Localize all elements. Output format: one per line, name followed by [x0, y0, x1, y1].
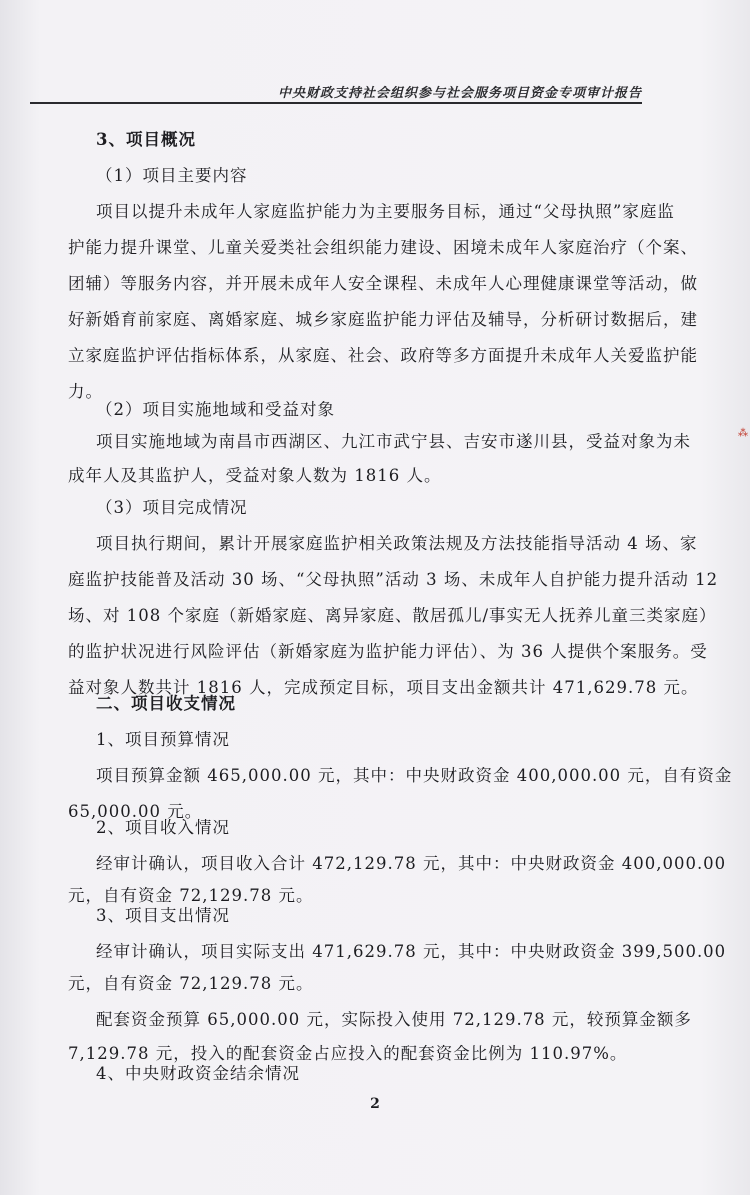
- paragraph-line: 经审计确认，项目实际支出 471,629.78 元，其中：中央财政资金 399,500.00: [96, 942, 727, 961]
- paragraph-line: 项目执行期间，累计开展家庭监护相关政策法规及方法技能指导活动 4 场、家: [96, 534, 698, 553]
- budget-heading: 1、项目预算情况: [96, 730, 230, 749]
- paragraph-line: 项目以提升未成年人家庭监护能力为主要服务目标，通过“父母执照”家庭监: [96, 202, 675, 221]
- income-expense-heading: 二、项目收支情况: [96, 694, 236, 713]
- header-rule: [30, 102, 642, 104]
- paragraph-line: 护能力提升课堂、儿童关爱类社会组织能力建设、困境未成年人家庭治疗（个案、: [68, 238, 698, 257]
- paragraph-line: 立家庭监护评估指标体系，从家庭、社会、政府等多方面提升未成年人关爱监护能: [68, 346, 698, 365]
- paragraph-line: 经审计确认，项目收入合计 472,129.78 元，其中：中央财政资金 400,000.00: [96, 854, 727, 873]
- paragraph-line: 7,129.78 元，投入的配套资金占应投入的配套资金比例为 110.97%。: [68, 1044, 628, 1063]
- paragraph-line: 元，自有资金 72,129.78 元。: [68, 974, 314, 993]
- main-content-heading: （1）项目主要内容: [96, 166, 248, 185]
- ink-mark: ⁂: [738, 428, 748, 439]
- paragraph-line: 65,000.00 元。: [68, 802, 203, 821]
- paragraph-line: 项目预算金额 465,000.00 元，其中：中央财政资金 400,000.00 元，自有资金: [96, 766, 733, 785]
- paragraph-line: 场、对 108 个家庭（新婚家庭、离异家庭、散居孤儿/事实无人抚养儿童三类家庭）: [68, 606, 717, 625]
- income-heading: 2、项目收入情况: [96, 818, 230, 837]
- balance-heading: 4、中央财政资金结余情况: [96, 1064, 300, 1083]
- area-heading: （2）项目实施地域和受益对象: [96, 400, 335, 419]
- paragraph-line: 好新婚育前家庭、离婚家庭、城乡家庭监护能力评估及辅导，分析研讨数据后，建: [68, 310, 698, 329]
- paragraph-line: 的监护状况进行风险评估（新婚家庭为监护能力评估）、为 36 人提供个案服务。受: [68, 642, 708, 661]
- paragraph-line: 配套资金预算 65,000.00 元，实际投入使用 72,129.78 元，较预算金额多: [96, 1010, 692, 1029]
- paragraph-line: 项目实施地域为南昌市西湖区、九江市武宁县、吉安市遂川县，受益对象为未: [96, 432, 691, 451]
- paragraph-line: 成年人及其监护人，受益对象人数为 1816 人。: [68, 466, 442, 485]
- paragraph-line: 益对象人数共计 1816 人，完成预定目标，项目支出金额共计 471,629.78 元。: [68, 678, 699, 697]
- paragraph-line: 团辅）等服务内容，并开展未成年人安全课程、未成年人心理健康课堂等活动，做: [68, 274, 698, 293]
- completion-heading: （3）项目完成情况: [96, 498, 248, 517]
- page-number: 2: [370, 1096, 380, 1112]
- paragraph-line: 元，自有资金 72,129.78 元。: [68, 886, 314, 905]
- expense-heading: 3、项目支出情况: [96, 906, 230, 925]
- running-header: 中央财政支持社会组织参与社会服务项目资金专项审计报告: [277, 86, 642, 101]
- paragraph-line: 力。: [68, 382, 103, 401]
- overview-heading: 3、项目概况: [96, 130, 196, 149]
- paragraph-line: 庭监护技能普及活动 30 场、“父母执照”活动 3 场、未成年人自护能力提升活动 12: [68, 570, 719, 589]
